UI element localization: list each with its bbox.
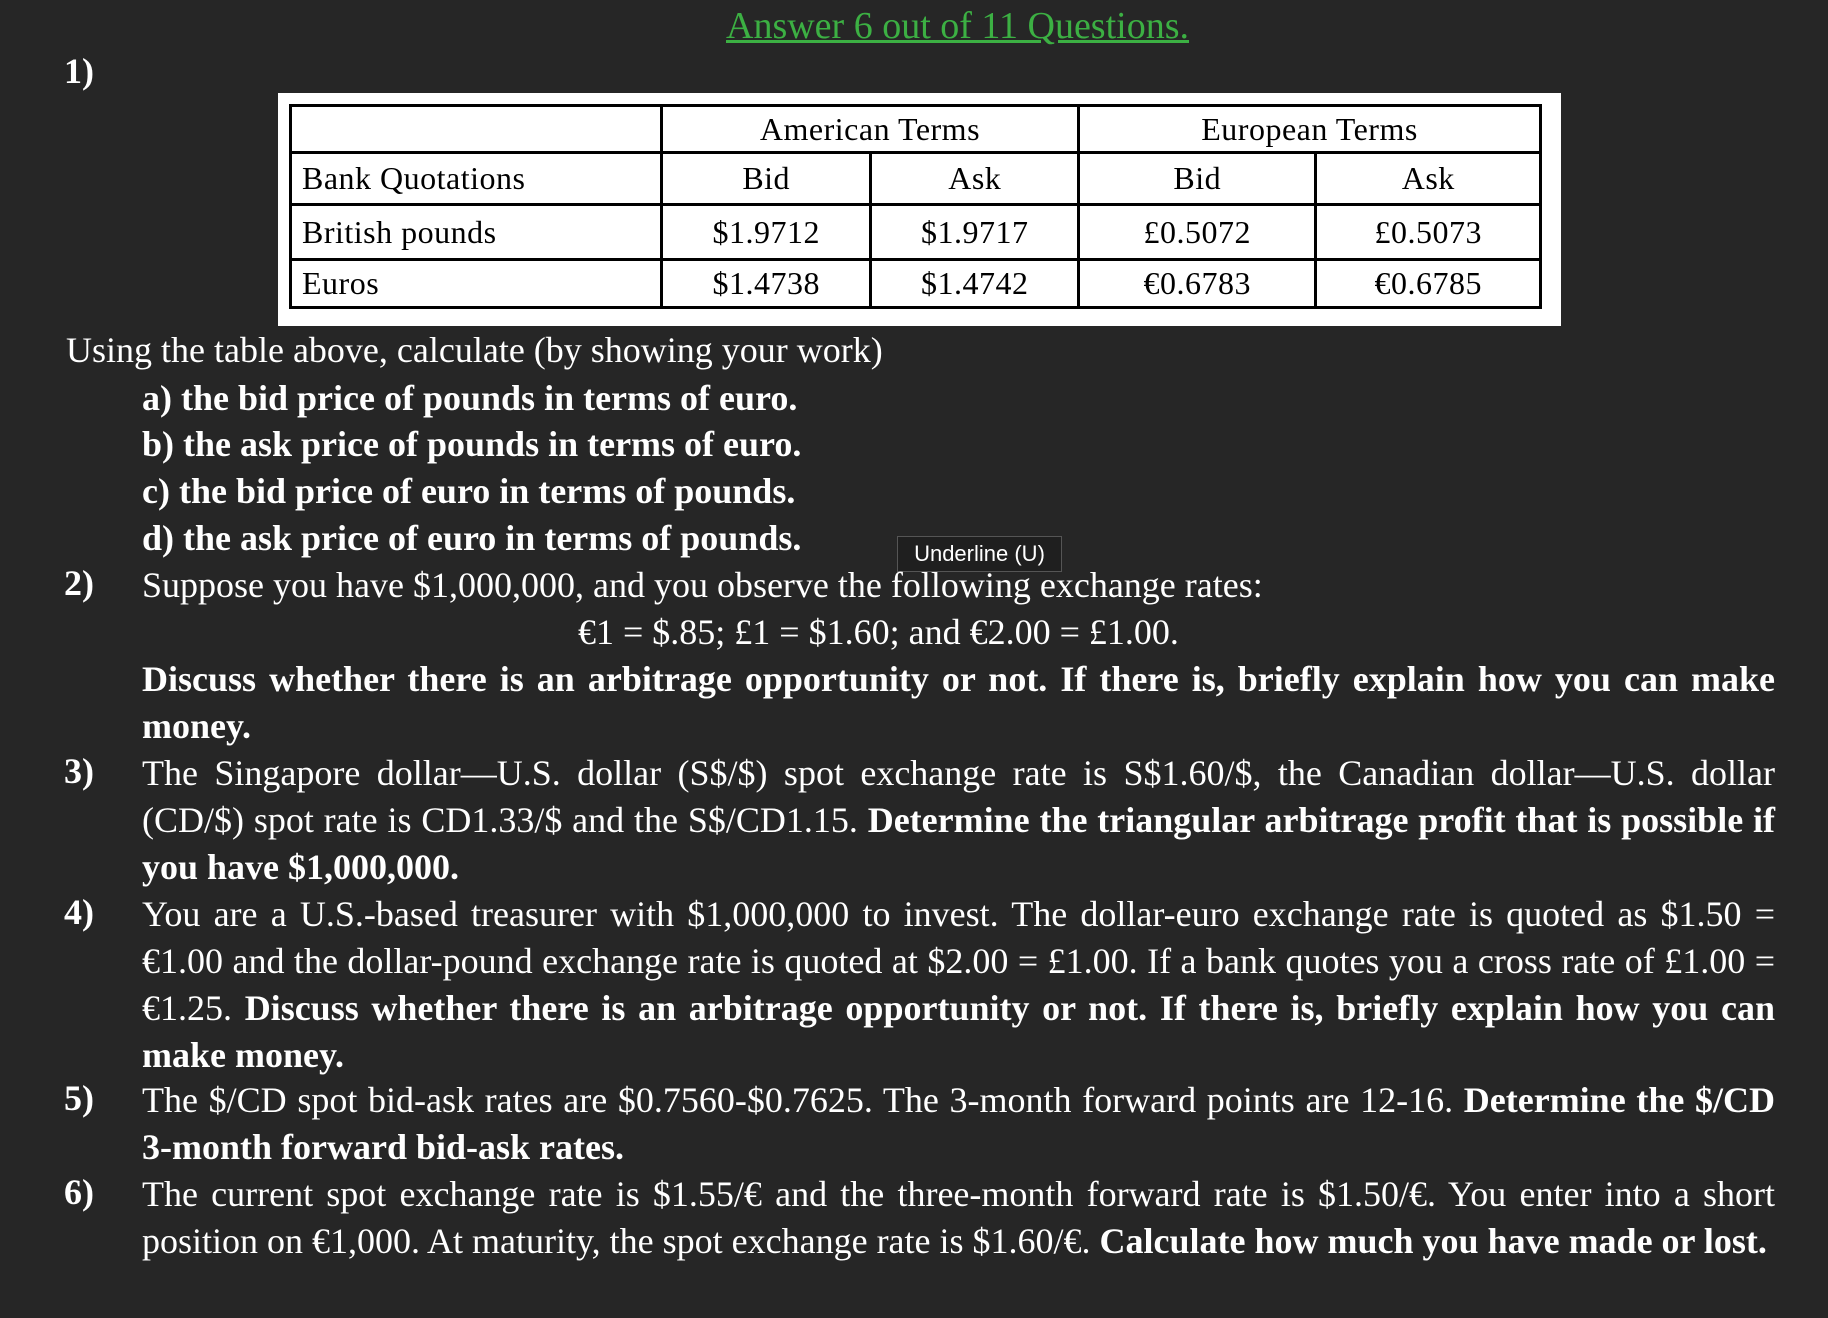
table-cell: £0.5073 <box>1316 205 1541 260</box>
question-number: 4) <box>64 892 94 932</box>
question-4-text <box>142 891 1775 1079</box>
table-cell: Euros <box>291 260 662 308</box>
table-cell: $1.9717 <box>871 205 1079 260</box>
quotation-table-frame <box>278 93 1561 326</box>
question-3-task: Determine the triangular arbitrage profit that is possible if you have $1,000,000. <box>142 800 1775 887</box>
table-cell: British pounds <box>291 205 662 260</box>
question-5-text <box>142 1077 1775 1171</box>
question-4-task: Discuss whether there is an arbitrage opportunity or not. If there is, briefly explain how you can make money. <box>142 988 1775 1075</box>
column-header: Bid <box>661 153 871 205</box>
table-header-row <box>291 153 1541 205</box>
table-cell: $1.4738 <box>661 260 871 308</box>
question-6-body: The current spot exchange rate is $1.55/€ and the three-month forward rate is $1.50/€. You enter into a short position on €1,000. At maturity, the spot exchange rate is $1.60/€. <box>142 1174 1775 1261</box>
question-6-text <box>142 1171 1775 1265</box>
column-header: Bank Quotations <box>291 153 662 205</box>
table-cell: £0.5072 <box>1079 205 1316 260</box>
question-5-body: The $/CD spot bid-ask rates are $0.7560-$0.7625. The 3-month forward points are 12-16. <box>142 1080 1454 1120</box>
question-1-intro: Using the table above, calculate (by showing your work) <box>66 330 883 370</box>
column-header: Ask <box>871 153 1079 205</box>
question-2-rates: €1 = $.85; £1 = $1.60; and €2.00 = £1.00. <box>578 612 1179 652</box>
table-row <box>291 205 1541 260</box>
question-2-text: Suppose you have $1,000,000, and you observe the following exchange rates: <box>142 565 1263 605</box>
question-5-task: Determine the $/CD 3-month forward bid-ask rates. <box>142 1080 1776 1167</box>
bank-quotations-table <box>289 104 1542 309</box>
question-2-task: Discuss whether there is an arbitrage opportunity or not. If there is, briefly explain how you can make money. <box>142 659 1775 746</box>
question-6-task: Calculate how much you have made or lost. <box>1099 1221 1767 1261</box>
european-terms-header: European Terms <box>1079 106 1541 153</box>
underline-tooltip: Underline (U) <box>897 536 1062 572</box>
question-1-part-a: a) the bid price of pounds in terms of euro. <box>142 378 798 418</box>
question-4-body: You are a U.S.-based treasurer with $1,000,000 to invest. The dollar-euro exchange rate is quoted as $1.50 = €1.00 and the dollar-pound exchange rate is quoted at $2.00 = £1.00. If a bank quotes you a cross rate of £1.00 = €1.25. <box>142 894 1775 1028</box>
question-number: 6) <box>64 1172 94 1212</box>
question-1-part-d: d) the ask price of euro in terms of pounds. <box>142 518 802 558</box>
question-number: 1) <box>64 51 94 91</box>
question-1-part-c: c) the bid price of euro in terms of pounds. <box>142 471 796 511</box>
table-cell: €0.6783 <box>1079 260 1316 308</box>
column-header: Ask <box>1316 153 1541 205</box>
page-title: Answer 6 out of 11 Questions. <box>726 5 1189 47</box>
table-cell: €0.6785 <box>1316 260 1541 308</box>
american-terms-header: American Terms <box>661 106 1078 153</box>
question-number: 3) <box>64 751 94 791</box>
table-header-row <box>291 106 1541 153</box>
table-cell: $1.4742 <box>871 260 1079 308</box>
table-row <box>291 260 1541 308</box>
table-cell <box>291 106 662 153</box>
question-number: 5) <box>64 1078 94 1118</box>
question-number: 2) <box>64 563 94 603</box>
question-3-text <box>142 750 1775 891</box>
question-3-body: The Singapore dollar—U.S. dollar (S$/$) spot exchange rate is S$1.60/$, the Canadian dollar—U.S. dollar (CD/$) spot rate is CD1.33/$ and the S$/CD1.15. <box>142 753 1775 840</box>
column-header: Bid <box>1079 153 1316 205</box>
table-cell: $1.9712 <box>661 205 871 260</box>
question-1-part-b: b) the ask price of pounds in terms of euro. <box>142 424 802 464</box>
